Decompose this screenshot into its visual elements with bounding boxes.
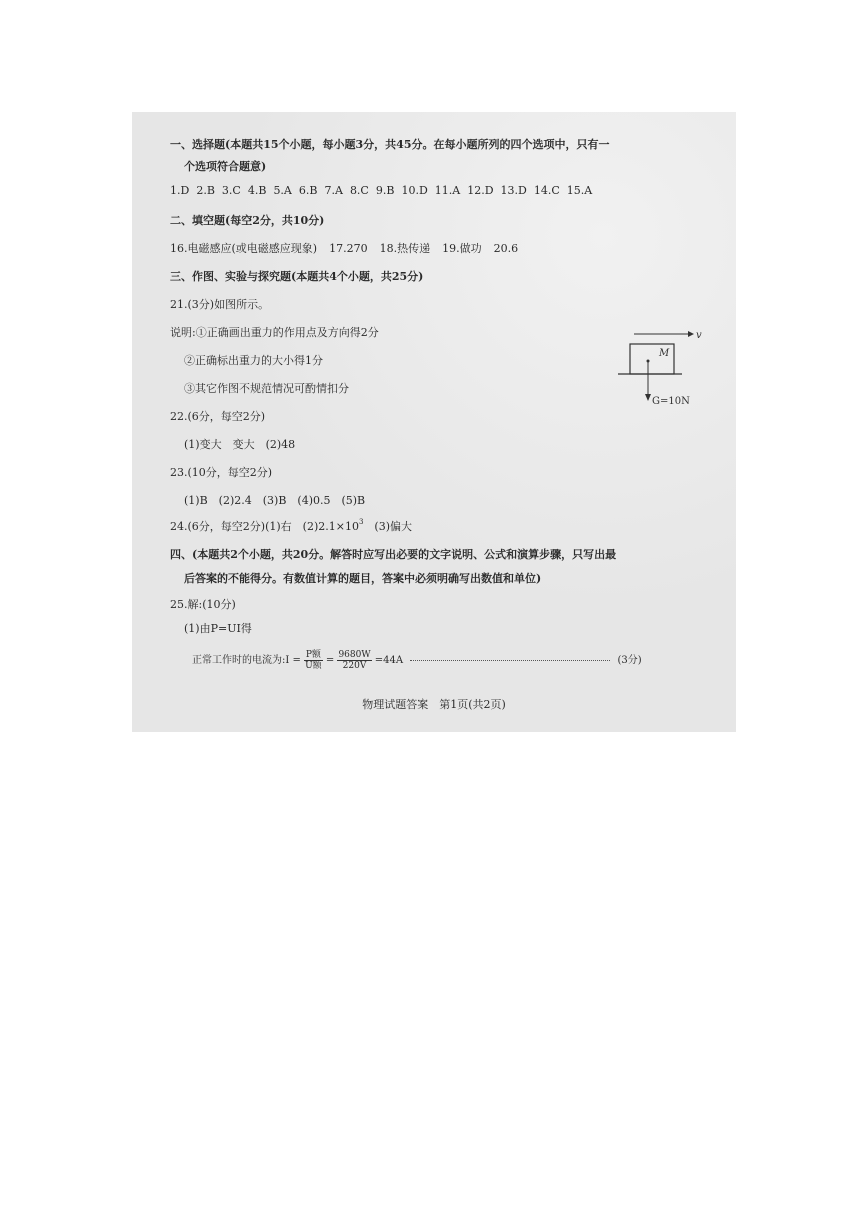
velocity-arrowhead (688, 331, 694, 337)
dotted-leader (410, 660, 610, 661)
equals-sign: = (325, 655, 335, 666)
answer-item: 4.B (247, 184, 267, 197)
answer-item: 13.D (500, 184, 527, 197)
velocity-label: v (696, 330, 702, 341)
current-equation (192, 650, 642, 671)
answer-item: 15.A (566, 184, 593, 197)
power-over-voltage (304, 650, 323, 671)
answer-item: 6.B (298, 184, 318, 197)
section2-title: 二、填空题(每空2分，共10分) (170, 214, 325, 227)
answer-item: 7.A (324, 184, 343, 197)
mass-label: M (659, 348, 670, 359)
choice-answers (170, 184, 599, 197)
answer-item: 14.C (533, 184, 560, 197)
q23-label: 23.(10分，每空2分) (170, 466, 273, 479)
answer-item: 17.270 (329, 242, 368, 255)
q21-note2: ②正确标出重力的大小得1分 (184, 354, 323, 367)
q22-answers: (1)变大 变大 (2)48 (184, 438, 296, 451)
numeric-fraction (337, 650, 371, 671)
section3-title: 三、作图、实验与探究题(本题共4个小题，共25分) (170, 270, 424, 283)
q24-exponent: 3 (358, 518, 364, 526)
frac1-denominator: U额 (305, 661, 322, 671)
fill-answers (170, 240, 530, 256)
answer-item: 8.C (349, 184, 369, 197)
frac2-numerator: 9680W (338, 650, 371, 660)
answer-item: 9.B (375, 184, 395, 197)
q24-main: 24.(6分，每空2分)(1)右 (2)2.1×10 (170, 520, 359, 533)
q21-note1: 说明:①正确画出重力的作用点及方向得2分 (170, 326, 379, 339)
section4-title-cont: 后答案的不能得分。有数值计算的题目，答案中必须明确写出数值和单位) (184, 572, 542, 585)
answer-item: 11.A (434, 184, 461, 197)
scanned-answer-sheet (132, 112, 736, 732)
score-label: (3分) (617, 655, 642, 666)
answer-item: 12.D (467, 184, 494, 197)
answer-item: 10.D (401, 184, 428, 197)
q21-note3: ③其它作图不规范情况可酌情扣分 (184, 382, 349, 395)
center-of-gravity-dot (647, 360, 650, 363)
page-footer: 物理试题答案 第1页(共2页) (362, 698, 506, 711)
q22-label: 22.(6分，每空2分) (170, 410, 266, 423)
answer-item: 1.D (170, 184, 190, 197)
frac2-denominator: 220V (342, 661, 367, 671)
q21-label: 21.(3分)如图所示。 (170, 298, 270, 311)
q25-label: 25.解:(10分) (170, 598, 236, 611)
q24-tail: (3)偏大 (363, 520, 413, 533)
answer-item: 5.A (273, 184, 292, 197)
current-result: =44A (374, 655, 404, 666)
gravity-label: G=10N (652, 396, 690, 407)
gravity-arrowhead (645, 394, 651, 401)
q25-step1: (1)由P=UI得 (184, 622, 252, 635)
section1-title: 一、选择题(本题共15个小题，每小题3分，共45分。在每小题所列的四个选项中，只有一 (170, 138, 610, 151)
answer-item: 2.B (196, 184, 215, 197)
answer-item: 19.做功 (442, 242, 482, 255)
q24-line (170, 518, 412, 534)
answer-item: 16.电磁感应(或电磁感应现象) (170, 242, 318, 255)
q23-answers: (1)B (2)2.4 (3)B (4)0.5 (5)B (184, 494, 366, 507)
section4-title: 四、(本题共2个小题，共20分。解答时应写出必要的文字说明、公式和演算步骤，只写出最 (170, 548, 617, 561)
current-prefix: 正常工作时的电流为:I = (192, 655, 301, 666)
force-diagram (612, 326, 722, 408)
answer-item: 20.6 (493, 242, 519, 255)
frac1-numerator: P额 (305, 650, 321, 660)
section1-title-cont: 个选项符合题意) (184, 160, 267, 173)
answer-item: 18.热传递 (379, 242, 431, 255)
answer-item: 3.C (221, 184, 241, 197)
